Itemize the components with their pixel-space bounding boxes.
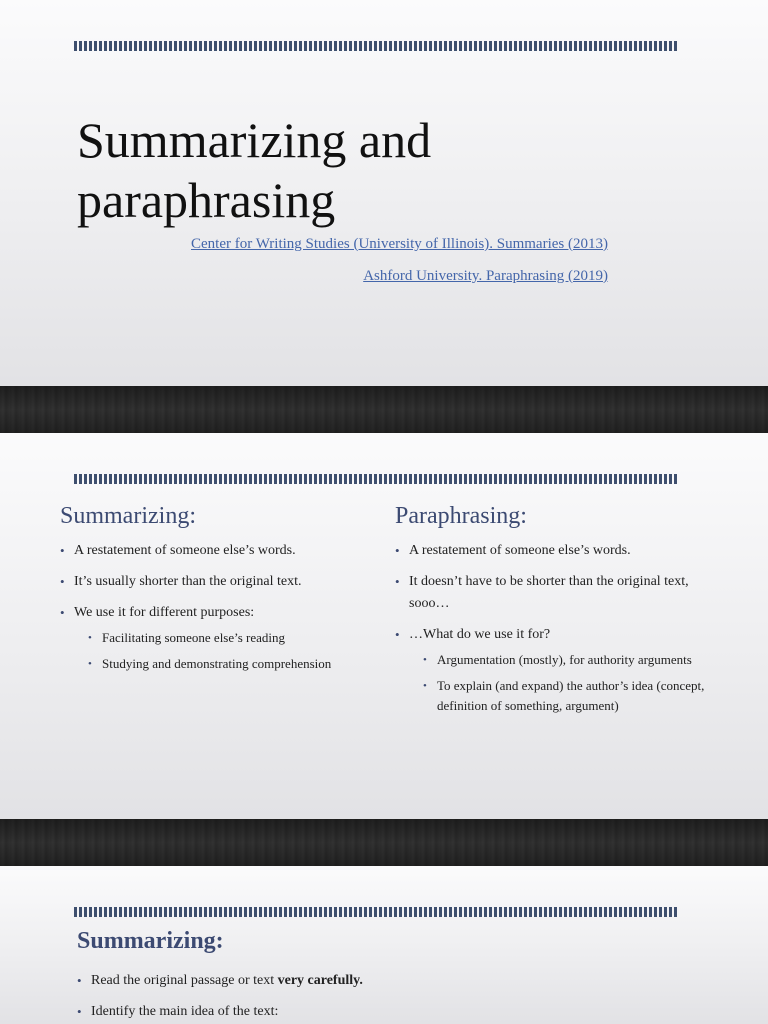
emphasis-text: very carefully. — [277, 973, 363, 988]
list-item — [395, 624, 715, 716]
paraphrasing-list — [395, 540, 715, 716]
list-item: • It’s usually shorter than the original text. — [60, 571, 370, 593]
reference-link-writing-studies[interactable]: Center for Writing Studies (University of Illinois). Summaries (2013) — [191, 236, 608, 252]
dashed-rule — [74, 41, 677, 51]
summarizing-column — [60, 503, 370, 683]
summarizing-steps-list — [77, 970, 677, 1024]
slide-1 — [0, 0, 768, 386]
paraphrasing-heading: Paraphrasing: — [395, 503, 527, 529]
summarizing-heading: Summarizing: — [60, 503, 196, 529]
summarizing-steps-heading: Summarizing: — [77, 928, 224, 954]
slide-2 — [0, 433, 768, 819]
list-item: • A restatement of someone else’s words. — [395, 540, 715, 562]
dashed-rule — [74, 474, 677, 484]
sub-list — [88, 628, 370, 674]
summarizing-list — [60, 540, 370, 674]
sub-list-item: • Studying and demonstrating comprehension — [88, 654, 370, 674]
list-item — [77, 970, 677, 992]
slide-title: Summarizing and paraphrasing — [77, 112, 432, 228]
list-item-text: …What do we use it for? — [409, 627, 551, 642]
slide-divider — [0, 819, 768, 866]
sub-list — [423, 650, 715, 716]
list-item-text: Read the original passage or text — [91, 973, 278, 988]
paraphrasing-column — [395, 503, 715, 725]
sub-list-item: • Argumentation (mostly), for authority arguments — [423, 650, 715, 670]
dashed-rule — [74, 907, 677, 917]
list-item — [60, 602, 370, 674]
slide-divider — [0, 386, 768, 433]
sub-list-item: • Facilitating someone else’s reading — [88, 628, 370, 648]
list-item: • Identify the main idea of the text: — [77, 1001, 677, 1023]
list-item: • A restatement of someone else’s words. — [60, 540, 370, 562]
list-item: • It doesn’t have to be shorter than the original text, sooo… — [395, 571, 715, 615]
sub-list-item: • To explain (and expand) the author’s idea (concept, definition of something, argument) — [423, 676, 715, 716]
slide-3 — [0, 866, 768, 1024]
list-item-text: We use it for different purposes: — [74, 605, 255, 620]
reference-link-ashford[interactable]: Ashford University. Paraphrasing (2019) — [363, 268, 608, 284]
